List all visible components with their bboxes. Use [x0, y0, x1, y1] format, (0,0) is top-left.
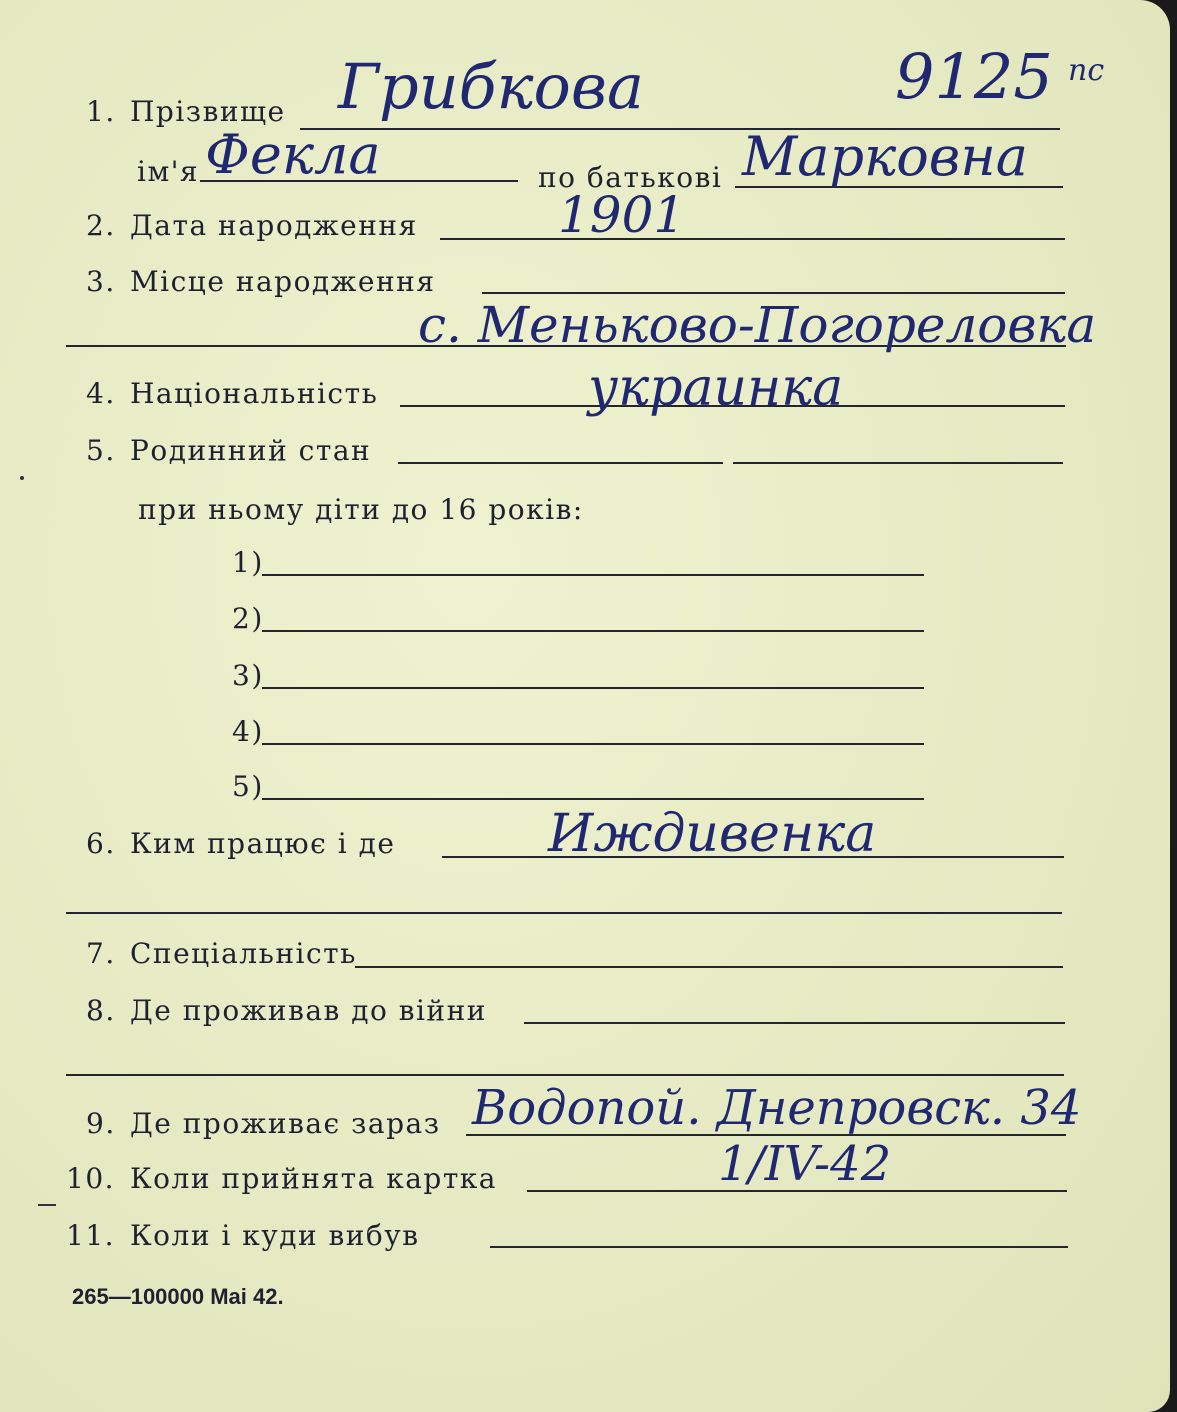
card-number: 9125	[895, 40, 1053, 113]
field-6-line-2	[66, 912, 1062, 914]
children-label: при ньому діти до 16 років:	[138, 493, 584, 526]
child-4-line	[262, 743, 924, 745]
child-5-line	[262, 798, 924, 800]
pen-mark	[38, 1204, 56, 1206]
field-10-number: 10.	[66, 1162, 116, 1195]
field-2-value: 1901	[558, 186, 686, 244]
field-4-number: 4.	[86, 377, 116, 410]
field-1-value: Грибкова	[338, 50, 644, 123]
field-5-number: 5.	[86, 434, 116, 467]
child-2-line	[262, 630, 924, 632]
child-4-label: 4)	[232, 715, 264, 748]
child-3-label: 3)	[232, 659, 264, 692]
field-4-label: Національність	[130, 377, 379, 410]
field-10-value: 1/IV-42	[718, 1136, 892, 1192]
field-7-label: Спеціальність	[130, 937, 357, 970]
child-3-line	[262, 687, 924, 689]
field-8-label: Де проживав до війни	[130, 994, 487, 1027]
child-1-label: 1)	[232, 546, 264, 579]
field-1-label: Прізвище	[130, 95, 286, 128]
field-7-number: 7.	[86, 937, 116, 970]
patronymic-value: Марковна	[742, 125, 1029, 188]
field-5-line-b	[733, 462, 1063, 464]
field-6-value: Иждивенка	[548, 804, 877, 864]
field-11-label: Коли і куди вибув	[130, 1219, 420, 1252]
field-4-value: украинка	[588, 358, 844, 418]
field-8-line	[524, 1022, 1065, 1024]
field-2-label: Дата народження	[130, 209, 418, 242]
field-10-label: Коли прийнята картка	[130, 1162, 497, 1195]
field-3-number: 3.	[86, 265, 116, 298]
field-8-line-2	[66, 1074, 1064, 1076]
field-2-line	[440, 238, 1065, 240]
field-9-label: Де проживає зараз	[130, 1107, 441, 1140]
field-11-line	[490, 1246, 1068, 1248]
field-3-value: с. Меньково-Погореловка	[418, 296, 1097, 354]
field-9-value: Водопой. Днепровск. 34	[472, 1080, 1082, 1136]
first-name-value: Фекла	[205, 123, 381, 186]
child-1-line	[262, 574, 924, 576]
field-11-number: 11.	[66, 1219, 116, 1252]
print-run-footer: 265—100000 Mai 42.	[72, 1284, 284, 1309]
field-9-number: 9.	[86, 1107, 116, 1140]
field-2-number: 2.	[86, 209, 116, 242]
child-5-label: 5)	[232, 770, 264, 803]
field-3-label: Місце народження	[130, 265, 436, 298]
ink-speck	[20, 476, 24, 480]
first-name-label: ім'я	[137, 155, 200, 188]
field-1-number: 1.	[86, 95, 116, 128]
field-6-label: Ким працює і де	[130, 827, 396, 860]
child-2-label: 2)	[232, 602, 264, 635]
field-7-line	[355, 966, 1063, 968]
field-6-number: 6.	[86, 827, 116, 860]
field-5-line-a	[398, 462, 723, 464]
patronymic-label: по батькові	[538, 161, 723, 194]
field-8-number: 8.	[86, 994, 116, 1027]
card-number-suffix: пс	[1068, 53, 1105, 88]
field-5-label: Родинний стан	[130, 434, 372, 467]
field-3-line	[482, 292, 1065, 294]
